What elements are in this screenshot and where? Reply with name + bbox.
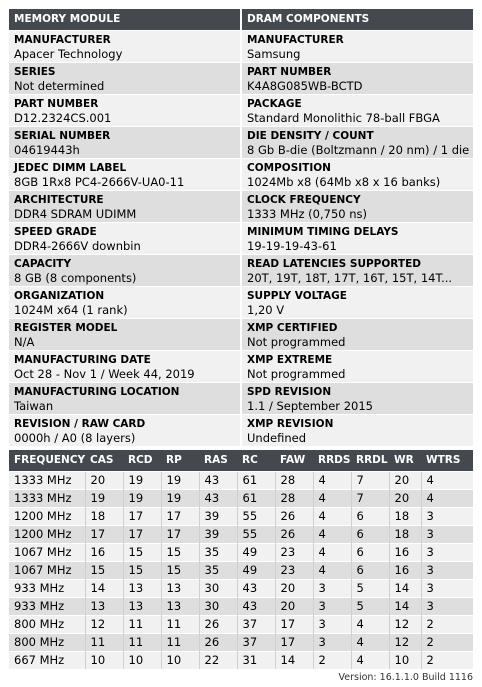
timing-cell: 4 xyxy=(421,489,473,507)
timing-column-header: RAS xyxy=(199,450,237,471)
module-field-label: REGISTER MODEL xyxy=(14,322,118,334)
timing-table xyxy=(9,450,473,669)
timing-cell: 12 xyxy=(389,633,421,651)
dram-field xyxy=(242,287,473,318)
timing-cell: 49 xyxy=(237,561,275,579)
dram-field xyxy=(242,159,473,190)
timing-cell: 11 xyxy=(85,633,123,651)
module-field-value: 8 GB (8 components) xyxy=(14,271,137,285)
timing-cell: 17 xyxy=(275,633,313,651)
memory-module-header: MEMORY MODULE xyxy=(9,9,240,30)
timing-cell: 6 xyxy=(351,507,389,525)
dram-field xyxy=(242,415,473,446)
module-field xyxy=(9,351,240,382)
timing-cell: 15 xyxy=(85,561,123,579)
dram-field-label: PART NUMBER xyxy=(247,66,332,78)
timing-cell: 19 xyxy=(161,471,199,489)
timing-cell: 10 xyxy=(85,651,123,669)
version-label: Version: 16.1.1.0 Build 1116 xyxy=(338,672,473,683)
dram-field-value: 1024Mb x8 (64Mb x8 x 16 banks) xyxy=(247,175,441,189)
module-field-value: 04619443h xyxy=(14,143,80,157)
timing-cell: 37 xyxy=(237,633,275,651)
timing-cell: 28 xyxy=(275,489,313,507)
module-field-label: JEDEC DIMM LABEL xyxy=(14,162,127,174)
timing-column-header: RC xyxy=(237,450,275,471)
module-field-value: Oct 28 - Nov 1 / Week 44, 2019 xyxy=(14,367,195,381)
module-field-label: REVISION / RAW CARD xyxy=(14,418,146,430)
timing-cell: 15 xyxy=(123,561,161,579)
module-field-value: Not determined xyxy=(14,79,105,93)
dram-field-label: SUPPLY VOLTAGE xyxy=(247,290,347,302)
module-field-value: Taiwan xyxy=(14,399,54,413)
timing-cell: 4 xyxy=(313,471,351,489)
timing-cell: 1067 MHz xyxy=(9,543,85,561)
timing-cell: 11 xyxy=(123,615,161,633)
dram-field-value: Not programmed xyxy=(247,367,346,381)
dram-field-value: 1.1 / September 2015 xyxy=(247,399,373,413)
timing-cell: 6 xyxy=(351,525,389,543)
timing-cell: 10 xyxy=(123,651,161,669)
timing-cell: 14 xyxy=(389,579,421,597)
timing-cell: 1200 MHz xyxy=(9,507,85,525)
timing-cell: 26 xyxy=(275,525,313,543)
timing-cell: 15 xyxy=(123,543,161,561)
timing-cell: 11 xyxy=(161,633,199,651)
module-field-label: SERIAL NUMBER xyxy=(14,130,111,142)
timing-cell: 5 xyxy=(351,597,389,615)
timing-cell: 16 xyxy=(389,543,421,561)
module-field xyxy=(9,223,240,254)
module-field xyxy=(9,287,240,318)
dram-field-label: COMPOSITION xyxy=(247,162,331,174)
module-field-label: ORGANIZATION xyxy=(14,290,105,302)
dram-field-label: SPD REVISION xyxy=(247,386,332,398)
timing-column-header: WTRS xyxy=(421,450,473,471)
timing-cell: 39 xyxy=(199,507,237,525)
dram-field xyxy=(242,351,473,382)
module-field-value: 1024M x64 (1 rank) xyxy=(14,303,128,317)
dram-field-label: XMP EXTREME xyxy=(247,354,333,366)
timing-cell: 6 xyxy=(351,561,389,579)
timing-cell: 17 xyxy=(161,507,199,525)
dram-field xyxy=(242,319,473,350)
dram-field-value: Not programmed xyxy=(247,335,346,349)
timing-cell: 11 xyxy=(161,615,199,633)
timing-cell: 14 xyxy=(389,597,421,615)
timing-cell: 18 xyxy=(389,507,421,525)
module-field-label: MANUFACTURING LOCATION xyxy=(14,386,180,398)
timing-cell: 20 xyxy=(389,489,421,507)
dram-field-label: CLOCK FREQUENCY xyxy=(247,194,361,206)
table-row xyxy=(9,633,473,651)
timing-cell: 17 xyxy=(123,525,161,543)
timing-cell: 20 xyxy=(389,471,421,489)
timing-cell: 19 xyxy=(123,471,161,489)
timing-cell: 15 xyxy=(161,543,199,561)
timing-cell: 3 xyxy=(313,597,351,615)
timing-cell: 14 xyxy=(275,651,313,669)
table-row xyxy=(9,561,473,579)
timing-cell: 4 xyxy=(313,507,351,525)
dram-field xyxy=(242,31,473,62)
timing-cell: 23 xyxy=(275,543,313,561)
dram-field-label: PACKAGE xyxy=(247,98,302,110)
module-field-label: PART NUMBER xyxy=(14,98,99,110)
module-field xyxy=(9,63,240,94)
module-field xyxy=(9,383,240,414)
timing-cell: 43 xyxy=(199,489,237,507)
timing-cell: 37 xyxy=(237,615,275,633)
timing-cell: 19 xyxy=(85,489,123,507)
memory-module-column xyxy=(9,9,240,446)
module-field-label: MANUFACTURER xyxy=(14,34,111,46)
timing-column-header: RRDS xyxy=(313,450,351,471)
timing-cell: 13 xyxy=(161,597,199,615)
timing-table-panel xyxy=(9,450,473,669)
timing-cell: 18 xyxy=(85,507,123,525)
timing-cell: 933 MHz xyxy=(9,579,85,597)
timing-cell: 3 xyxy=(421,543,473,561)
timing-cell: 17 xyxy=(161,525,199,543)
dram-field-label: MINIMUM TIMING DELAYS xyxy=(247,226,399,238)
timing-cell: 12 xyxy=(85,615,123,633)
timing-cell: 12 xyxy=(389,615,421,633)
module-field xyxy=(9,127,240,158)
module-field-label: SPEED GRADE xyxy=(14,226,97,238)
table-row xyxy=(9,597,473,615)
module-field-label: MANUFACTURING DATE xyxy=(14,354,151,366)
timing-cell: 49 xyxy=(237,543,275,561)
timing-cell: 15 xyxy=(161,561,199,579)
dram-field-value: 19-19-19-43-61 xyxy=(247,239,337,253)
table-row xyxy=(9,525,473,543)
timing-column-header: WR xyxy=(389,450,421,471)
table-row xyxy=(9,471,473,489)
timing-cell: 61 xyxy=(237,471,275,489)
timing-body xyxy=(9,471,473,669)
timing-cell: 3 xyxy=(313,579,351,597)
timing-cell: 16 xyxy=(389,561,421,579)
timing-cell: 3 xyxy=(421,579,473,597)
timing-cell: 667 MHz xyxy=(9,651,85,669)
timing-cell: 4 xyxy=(351,651,389,669)
timing-cell: 28 xyxy=(275,471,313,489)
timing-cell: 4 xyxy=(313,525,351,543)
dram-field xyxy=(242,383,473,414)
timing-cell: 14 xyxy=(85,579,123,597)
timing-cell: 20 xyxy=(85,471,123,489)
timing-cell: 933 MHz xyxy=(9,597,85,615)
table-row xyxy=(9,651,473,669)
table-row xyxy=(9,489,473,507)
timing-cell: 13 xyxy=(85,597,123,615)
timing-cell: 13 xyxy=(123,597,161,615)
timing-cell: 19 xyxy=(161,489,199,507)
module-field-value: DDR4 SDRAM UDIMM xyxy=(14,207,137,221)
timing-cell: 3 xyxy=(421,597,473,615)
timing-cell: 30 xyxy=(199,597,237,615)
timing-cell: 4 xyxy=(313,489,351,507)
timing-cell: 800 MHz xyxy=(9,615,85,633)
timing-cell: 3 xyxy=(313,615,351,633)
dram-field xyxy=(242,223,473,254)
timing-column-header: RP xyxy=(161,450,199,471)
module-field xyxy=(9,31,240,62)
dram-field-value: 20T, 19T, 18T, 17T, 16T, 15T, 14T... xyxy=(247,271,453,285)
timing-cell: 23 xyxy=(275,561,313,579)
dram-field-value: Undefined xyxy=(247,431,306,445)
dram-field-value: Standard Monolithic 78-ball FBGA xyxy=(247,111,440,125)
timing-cell: 5 xyxy=(351,579,389,597)
dram-field-value: Samsung xyxy=(247,47,301,61)
dram-field xyxy=(242,95,473,126)
timing-cell: 20 xyxy=(275,597,313,615)
dram-components-header: DRAM COMPONENTS xyxy=(242,9,473,30)
timing-column-header: RRDL xyxy=(351,450,389,471)
timing-cell: 17 xyxy=(123,507,161,525)
timing-cell: 43 xyxy=(199,471,237,489)
timing-cell: 43 xyxy=(237,579,275,597)
timing-cell: 13 xyxy=(161,579,199,597)
spd-info-panel xyxy=(9,9,473,446)
timing-cell: 7 xyxy=(351,489,389,507)
timing-cell: 55 xyxy=(237,525,275,543)
table-row xyxy=(9,507,473,525)
timing-cell: 2 xyxy=(313,651,351,669)
timing-cell: 10 xyxy=(161,651,199,669)
timing-cell: 31 xyxy=(237,651,275,669)
module-field-label: SERIES xyxy=(14,66,56,78)
table-row xyxy=(9,579,473,597)
timing-cell: 26 xyxy=(275,507,313,525)
module-field-value: N/A xyxy=(14,335,35,349)
module-field xyxy=(9,415,240,446)
timing-cell: 4 xyxy=(421,471,473,489)
timing-cell: 16 xyxy=(85,543,123,561)
timing-cell: 55 xyxy=(237,507,275,525)
timing-cell: 4 xyxy=(351,633,389,651)
timing-cell: 30 xyxy=(199,579,237,597)
timing-cell: 3 xyxy=(421,525,473,543)
timing-cell: 22 xyxy=(199,651,237,669)
dram-field-value: 1333 MHz (0,750 ns) xyxy=(247,207,368,221)
dram-field-value: 8 Gb B-die (Boltzmann / 20 nm) / 1 die xyxy=(247,143,470,157)
timing-cell: 10 xyxy=(389,651,421,669)
module-field-value: DDR4-2666V downbin xyxy=(14,239,141,253)
dram-field xyxy=(242,191,473,222)
module-field xyxy=(9,159,240,190)
dram-field xyxy=(242,63,473,94)
timing-cell: 11 xyxy=(123,633,161,651)
module-field xyxy=(9,255,240,286)
timing-cell: 61 xyxy=(237,489,275,507)
timing-cell: 4 xyxy=(351,615,389,633)
dram-field-label: DIE DENSITY / COUNT xyxy=(247,130,374,142)
timing-cell: 17 xyxy=(275,615,313,633)
module-field-value: D12.2324CS.001 xyxy=(14,111,112,125)
timing-cell: 6 xyxy=(351,543,389,561)
dram-field-value: K4A8G085WB-BCTD xyxy=(247,79,363,93)
timing-cell: 35 xyxy=(199,543,237,561)
timing-column-header: FREQUENCY xyxy=(9,450,85,471)
timing-cell: 17 xyxy=(85,525,123,543)
table-row xyxy=(9,543,473,561)
dram-components-column xyxy=(242,9,473,446)
timing-cell: 800 MHz xyxy=(9,633,85,651)
timing-column-header: RCD xyxy=(123,450,161,471)
timing-cell: 2 xyxy=(421,651,473,669)
module-field xyxy=(9,95,240,126)
timing-cell: 19 xyxy=(123,489,161,507)
timing-cell: 2 xyxy=(421,633,473,651)
module-field-value: 0000h / A0 (8 layers) xyxy=(14,431,136,445)
module-field-value: Apacer Technology xyxy=(14,47,123,61)
timing-cell: 3 xyxy=(421,507,473,525)
module-field-value: 8GB 1Rx8 PC4-2666V-UA0-11 xyxy=(14,175,185,189)
module-field xyxy=(9,319,240,350)
timing-cell: 2 xyxy=(421,615,473,633)
timing-cell: 4 xyxy=(313,561,351,579)
timing-cell: 43 xyxy=(237,597,275,615)
timing-cell: 1333 MHz xyxy=(9,489,85,507)
timing-column-header: FAW xyxy=(275,450,313,471)
module-field xyxy=(9,191,240,222)
module-field-label: CAPACITY xyxy=(14,258,72,270)
dram-field-label: XMP CERTIFIED xyxy=(247,322,338,334)
timing-header-row xyxy=(9,450,473,471)
dram-field xyxy=(242,255,473,286)
timing-cell: 18 xyxy=(389,525,421,543)
module-field-label: ARCHITECTURE xyxy=(14,194,104,206)
dram-field-label: XMP REVISION xyxy=(247,418,334,430)
timing-cell: 26 xyxy=(199,615,237,633)
timing-cell: 7 xyxy=(351,471,389,489)
timing-cell: 1200 MHz xyxy=(9,525,85,543)
timing-column-header: CAS xyxy=(85,450,123,471)
table-row xyxy=(9,615,473,633)
dram-field-label: MANUFACTURER xyxy=(247,34,344,46)
timing-cell: 3 xyxy=(313,633,351,651)
timing-cell: 3 xyxy=(421,561,473,579)
timing-cell: 39 xyxy=(199,525,237,543)
timing-cell: 20 xyxy=(275,579,313,597)
timing-cell: 13 xyxy=(123,579,161,597)
timing-cell: 26 xyxy=(199,633,237,651)
timing-cell: 4 xyxy=(313,543,351,561)
dram-field-label: READ LATENCIES SUPPORTED xyxy=(247,258,421,270)
timing-cell: 1333 MHz xyxy=(9,471,85,489)
dram-field-value: 1,20 V xyxy=(247,303,285,317)
timing-cell: 35 xyxy=(199,561,237,579)
timing-cell: 1067 MHz xyxy=(9,561,85,579)
dram-field xyxy=(242,127,473,158)
